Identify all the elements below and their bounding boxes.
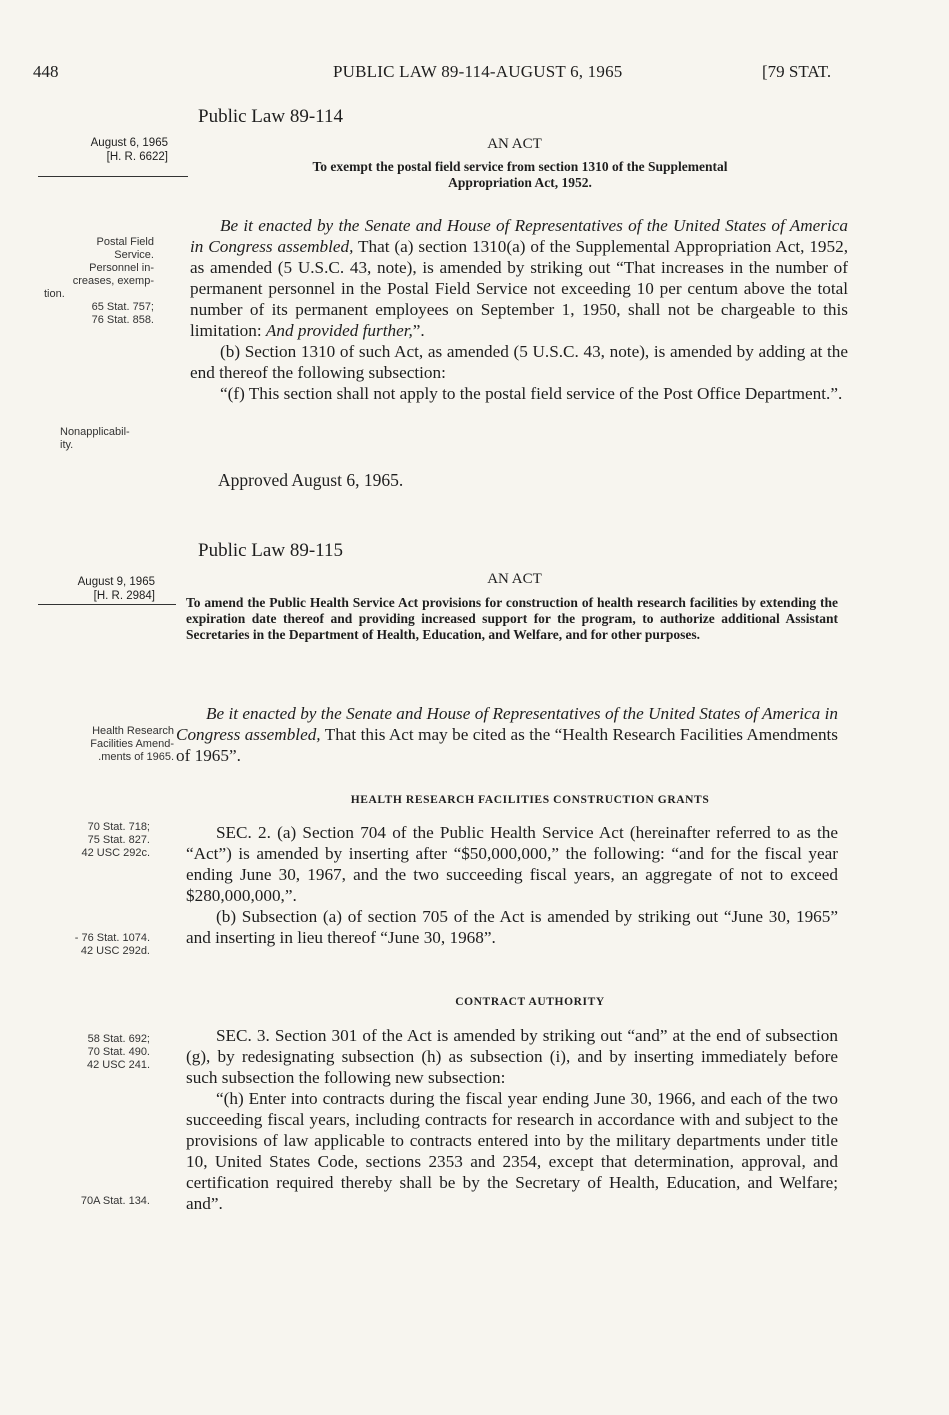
- law2-sec2-body: [186, 822, 838, 948]
- law2-enacting-clause: Be it enacted by the Senate and House of Representatives of the United States of America in Congress assembled,: [176, 704, 838, 744]
- margin-note: ity.: [60, 439, 74, 451]
- law1-bill: [H. R. 6622]: [106, 151, 168, 163]
- margin-note: .ments of 1965.: [98, 751, 174, 763]
- volume-label: [79 STAT.: [762, 62, 832, 81]
- page-number: 448: [33, 62, 59, 81]
- law2-bill: [H. R. 2984]: [93, 590, 155, 602]
- heading-contract-authority: CONTRACT AUTHORITY: [455, 996, 605, 1008]
- law1-subtitle: [200, 159, 840, 191]
- law1-an-act: AN ACT: [487, 136, 542, 152]
- law1-para1: [190, 215, 848, 341]
- law2-sec2a: SEC. 2. (a) Section 704 of the Public Health Service Act (hereinafter referred to as the “Act”) is amended by inserting after “$50,000,000,” the following: “and for the fiscal year ending June 30, 1967, and the two succeeding fiscal years, an aggregate of not to exceed $280,000,000,”.: [186, 823, 838, 905]
- law2-date: August 9, 1965: [77, 576, 155, 588]
- margin-note: 42 USC 292c.: [81, 847, 150, 859]
- law1-subtitle-line2: Appropriation Act, 1952.: [448, 175, 592, 190]
- law2-enacting-body: [176, 703, 838, 766]
- law1-enacting-clause: Be it enacted by the Senate and House of Representatives of the United States of America in Congress assembled,: [190, 216, 848, 256]
- law2-subtitle: To amend the Public Health Service Act provisions for construction of health research facilities by extending the expiration date thereof and providing increased support for the program, to authorize additional Assistant Secretaries in the Department of Health, Education, and Welfare, and for other purposes.: [186, 595, 838, 642]
- margin-note: Service.: [114, 249, 154, 261]
- margin-note: 65 Stat. 757;: [91, 301, 154, 313]
- law1-para3: “(f) This section shall not apply to the postal field service of the Post Office Department.”.: [220, 384, 843, 403]
- law2-sec3h: “(h) Enter into contracts during the fiscal year ending June 30, 1966, and each of the two succeeding fiscal years, including contracts for research in accordance with and subject to the provisions of law applicable to contracts entered into by the military departments under title 10, United States Code, sections 2353 and 2354, except that determination, approval, and certification required thereby shall be by the Secretary of Health, Education, and Welfare; and”.: [186, 1089, 838, 1213]
- law1-approved: Approved August 6, 1965.: [218, 470, 404, 490]
- margin-note: 75 Stat. 827.: [87, 834, 150, 846]
- running-header: [0, 62, 949, 92]
- law1-date: August 6, 1965: [90, 137, 168, 149]
- law2-margin-cite2: [20, 932, 150, 958]
- law2-date-rule: [38, 604, 176, 605]
- law1-para1-close: ”.: [412, 321, 425, 340]
- law2-para1: [176, 703, 838, 766]
- law2-margin-cite1: [20, 821, 150, 860]
- margin-note: 70A Stat. 134.: [80, 1195, 150, 1207]
- law1-margin-nonapplic: [60, 426, 170, 452]
- law2-sec2b: (b) Subsection (a) of section 705 of the Act is amended by striking out “June 30, 1965” and inserting in lieu thereof “June 30, 1968”.: [186, 907, 838, 947]
- margin-note: 70 Stat. 490.: [87, 1046, 150, 1058]
- margin-note: Postal Field: [96, 236, 154, 248]
- margin-note: Health Research: [92, 725, 174, 737]
- law1-para1-proviso: And provided further,: [265, 321, 413, 340]
- law1-para2: (b) Section 1310 of such Act, as amended (5 U.S.C. 43, note), is amended by adding at the end thereof the following subsection:: [190, 342, 848, 382]
- law1-subtitle-line1: To exempt the postal field service from section 1310 of the Supplemental: [312, 159, 728, 174]
- law1-margin-postal: [20, 236, 154, 327]
- margin-note: 42 USC 241.: [87, 1059, 150, 1071]
- margin-note: 58 Stat. 692;: [87, 1033, 150, 1045]
- margin-note: 70 Stat. 718;: [87, 821, 150, 833]
- law2-sec3-body: [186, 1025, 838, 1214]
- law2-margin-health: [20, 725, 174, 764]
- margin-note: Nonapplicabil-: [60, 426, 130, 438]
- law1-para1-text: That (a) section 1310(a) of the Supplemental Appropriation Act, 1952, as amended (5 U.S.C. 43, note), is amended by striking out “That increases in the number of permanent personnel in the Postal Field Service not exceeding 10 per centum above the total number of its permanent employees on September 1, 1950, shall not be chargeable to this limitation:: [190, 237, 848, 340]
- law2-an-act: AN ACT: [487, 571, 542, 587]
- margin-note: 76 Stat. 858.: [91, 314, 154, 326]
- margin-note: Personnel in-: [89, 262, 154, 274]
- law2-margin-cite3: [20, 1033, 150, 1072]
- heading-construction-grants: HEALTH RESEARCH FACILITIES CONSTRUCTION GRANTS: [350, 794, 710, 806]
- law2-title: Public Law 89-115: [198, 540, 343, 561]
- law2-margin-cite4: [20, 1195, 150, 1208]
- margin-note: 42 USC 292d.: [80, 945, 150, 957]
- margin-note: - 76 Stat. 1074.: [74, 932, 150, 944]
- law1-date-rule: [38, 176, 188, 177]
- running-title: PUBLIC LAW 89-114-AUGUST 6, 1965: [333, 62, 623, 81]
- margin-note: creases, exemp-: [72, 275, 154, 287]
- law2-sec3: SEC. 3. Section 301 of the Act is amended by striking out “and” at the end of subsection (g), by redesignating subsection (h) as subsection (i), and by inserting immediately before such subsection the following new subsection:: [186, 1026, 838, 1087]
- margin-note: Facilities Amend-: [90, 738, 174, 750]
- law2-para1-text: That this Act may be cited as the “Health Research Facilities Amendments of 1965”.: [176, 725, 838, 765]
- margin-note: tion.: [44, 288, 65, 300]
- law1-body: [190, 215, 848, 404]
- law1-title: Public Law 89-114: [198, 106, 343, 127]
